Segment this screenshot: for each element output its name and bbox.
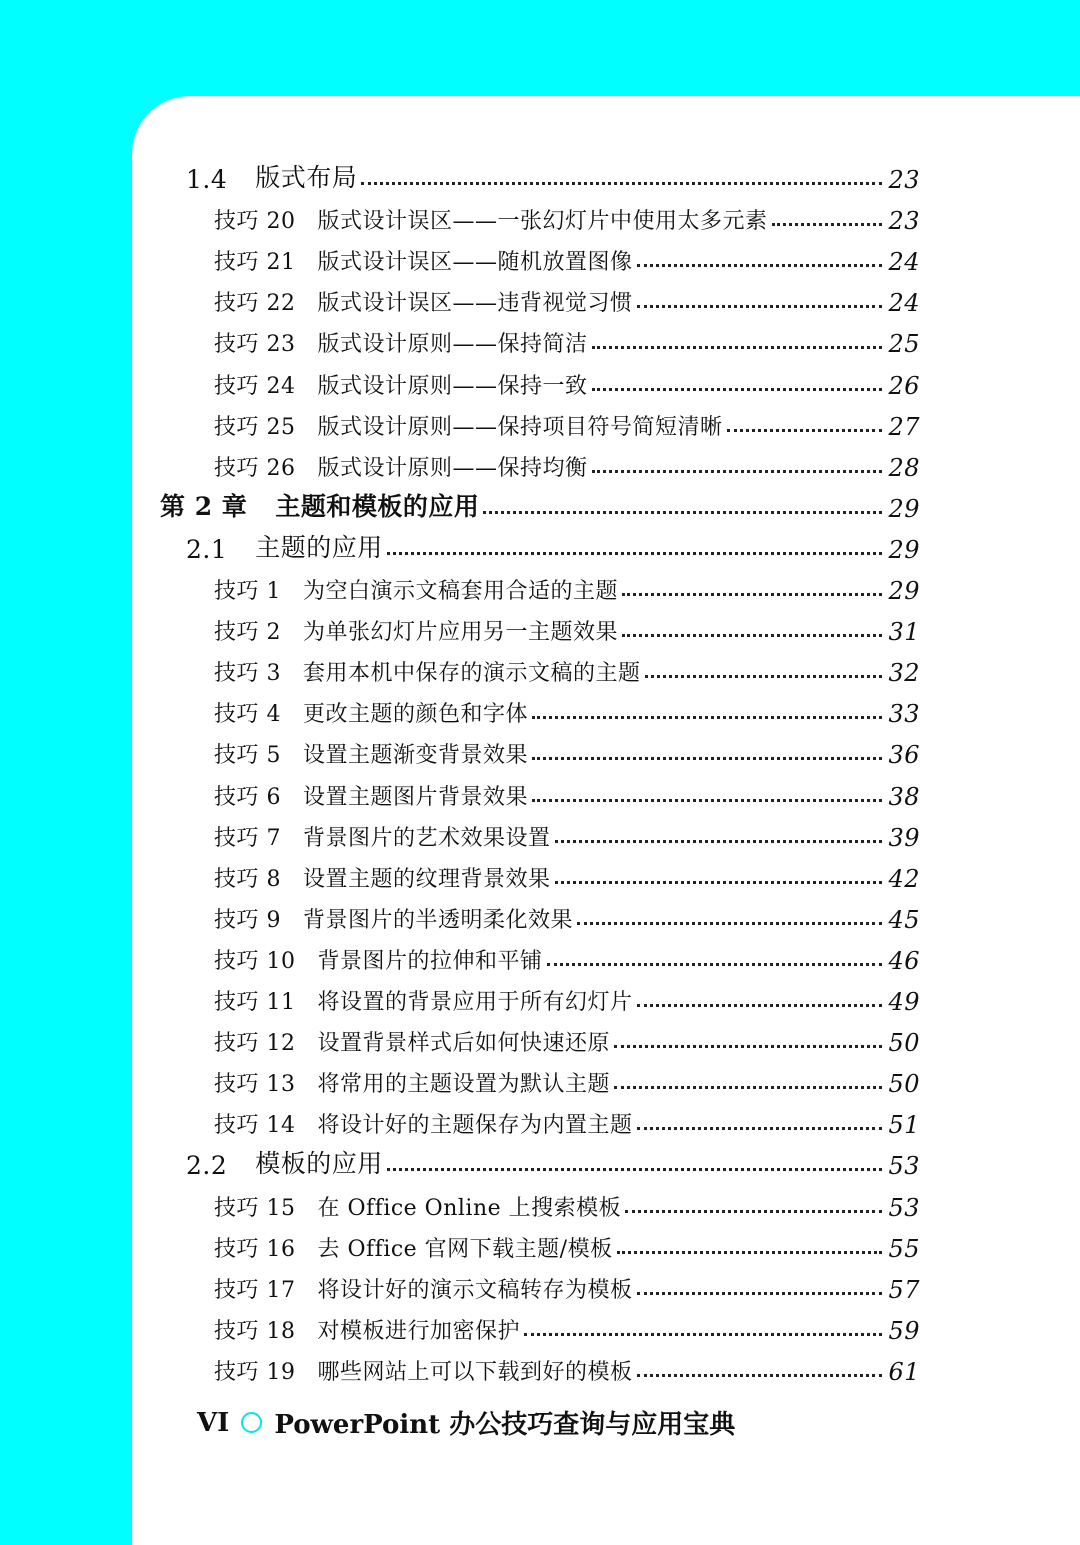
toc-title: 主题的应用 — [255, 532, 383, 562]
toc-label: 2.2 — [186, 1151, 228, 1181]
dot-leader — [387, 552, 883, 555]
content-page — [132, 96, 1080, 1545]
toc-page-number: 25 — [888, 330, 920, 359]
toc-title: 版式设计误区——随机放置图像 — [317, 250, 633, 276]
dot-leader — [614, 1045, 882, 1048]
dot-leader — [637, 1292, 883, 1295]
toc-entry[interactable] — [214, 814, 920, 852]
toc-label: 技巧 5 — [214, 743, 281, 769]
toc-entry[interactable] — [214, 937, 920, 975]
toc-title: 将设计好的演示文稿转存为模板 — [317, 1277, 633, 1303]
dot-leader — [532, 757, 882, 760]
toc-section[interactable] — [186, 1142, 920, 1180]
toc-page-number: 57 — [888, 1275, 920, 1304]
toc-label: 技巧 19 — [214, 1359, 296, 1385]
toc-title: 设置主题的纹理背景效果 — [303, 866, 551, 892]
toc-page-number: 29 — [888, 577, 920, 605]
dot-leader — [637, 264, 883, 267]
circle-icon — [241, 1412, 262, 1433]
dot-leader — [637, 1127, 883, 1130]
dot-leader — [622, 634, 882, 637]
dot-leader — [727, 429, 883, 432]
dot-leader — [592, 346, 883, 349]
toc-entry[interactable] — [214, 649, 920, 687]
toc-label: 技巧 25 — [214, 414, 296, 440]
toc-page-number: 42 — [888, 864, 920, 893]
toc-page-number: 49 — [888, 988, 920, 1016]
toc-section[interactable] — [186, 156, 920, 194]
toc-page-number: 51 — [888, 1111, 920, 1140]
toc-title: 将设置的背景应用于所有幻灯片 — [317, 990, 633, 1015]
dot-leader — [483, 511, 882, 514]
dot-leader — [617, 1251, 883, 1254]
toc-chapter[interactable] — [160, 485, 920, 523]
toc-label: 技巧 20 — [214, 209, 296, 235]
toc-title: 设置主题图片背景效果 — [303, 784, 529, 810]
toc-label: 技巧 1 — [214, 579, 281, 604]
toc-title: 版式布局 — [255, 163, 358, 192]
toc-title: 版式设计误区——一张幻灯片中使用太多元素 — [317, 209, 768, 235]
toc-page-number: 33 — [888, 700, 920, 729]
toc-page-number: 29 — [888, 535, 920, 564]
toc-entry[interactable] — [214, 855, 920, 893]
toc-title: 背景图片的拉伸和平铺 — [317, 948, 543, 974]
toc-title: 模板的应用 — [255, 1149, 383, 1179]
toc-label: 技巧 8 — [214, 866, 281, 892]
toc-page-number: 24 — [888, 248, 920, 277]
toc-entry[interactable] — [214, 1019, 920, 1057]
dot-leader — [387, 1168, 883, 1171]
toc-page-number: 55 — [888, 1234, 920, 1263]
toc-title: 在 Office Online 上搜索模板 — [317, 1195, 622, 1221]
toc-title: 为单张幻灯片应用另一主题效果 — [303, 620, 619, 646]
toc-page-number: 53 — [888, 1193, 920, 1222]
toc-page-number: 27 — [888, 412, 920, 441]
toc-page-number: 26 — [888, 371, 920, 400]
toc-title: 版式设计误区——违背视觉习惯 — [317, 291, 633, 317]
toc-title: 将常用的主题设置为默认主题 — [317, 1072, 611, 1098]
toc-entry[interactable] — [214, 567, 920, 605]
dot-leader — [645, 675, 883, 678]
toc-label: 技巧 26 — [214, 455, 296, 481]
toc-title: 版式设计原则——保持简洁 — [317, 332, 588, 358]
dot-leader — [592, 388, 883, 391]
toc-page-number: 50 — [888, 1070, 920, 1099]
toc-label: 技巧 15 — [214, 1195, 296, 1221]
toc-label: 技巧 16 — [214, 1236, 296, 1262]
toc-page-number: 45 — [888, 905, 920, 934]
dot-leader — [637, 1004, 883, 1007]
toc-entry[interactable] — [214, 197, 920, 235]
toc-title: 为空白演示文稿套用合适的主题 — [303, 579, 619, 604]
toc-entry[interactable] — [214, 444, 920, 482]
toc-label: 技巧 23 — [214, 332, 296, 358]
toc-title: 版式设计原则——保持一致 — [317, 373, 588, 399]
toc-label: 技巧 7 — [214, 825, 281, 851]
toc-title: 将设计好的主题保存为内置主题 — [317, 1113, 633, 1139]
toc-entry[interactable] — [214, 608, 920, 646]
dot-leader — [614, 1086, 882, 1089]
toc-page-number: 29 — [888, 494, 920, 523]
toc-title: 哪些网站上可以下载到好的模板 — [317, 1359, 633, 1385]
dot-leader — [637, 305, 883, 308]
toc-page-number: 50 — [888, 1029, 920, 1058]
toc-page-number: 36 — [888, 741, 920, 770]
dot-leader — [625, 1210, 882, 1213]
toc-title: 背景图片的艺术效果设置 — [303, 825, 551, 851]
toc-page-number: 23 — [888, 207, 920, 236]
toc-section[interactable] — [186, 526, 920, 564]
toc-page-number: 23 — [888, 166, 920, 194]
dot-leader — [547, 963, 883, 966]
toc-label: 第 2 章 — [160, 491, 248, 521]
page-footer — [197, 1404, 735, 1441]
toc-label: 2.1 — [186, 534, 228, 564]
dot-leader — [592, 470, 883, 473]
toc-entry[interactable] — [214, 362, 920, 400]
toc-entry[interactable] — [214, 773, 920, 811]
toc-entry[interactable] — [214, 1348, 920, 1386]
book-title: PowerPoint 办公技巧查询与应用宝典 — [274, 1410, 736, 1440]
toc-title: 版式设计原则——保持均衡 — [317, 455, 588, 481]
toc-title: 套用本机中保存的演示文稿的主题 — [303, 661, 641, 687]
toc-label: 技巧 17 — [214, 1277, 296, 1303]
toc-page-number: 38 — [888, 782, 920, 811]
toc-label: 技巧 9 — [214, 907, 281, 933]
toc-page-number: 53 — [888, 1152, 920, 1181]
toc-entry[interactable] — [214, 1307, 920, 1345]
toc-entry[interactable] — [214, 896, 920, 934]
dot-leader — [361, 182, 882, 185]
toc-entry[interactable] — [214, 238, 920, 276]
toc-page-number: 39 — [888, 823, 920, 852]
dot-leader — [532, 716, 882, 719]
toc-entry[interactable] — [214, 978, 920, 1016]
toc-entry[interactable] — [214, 1266, 920, 1304]
toc-label: 技巧 6 — [214, 784, 281, 810]
toc-label: 技巧 10 — [214, 948, 296, 974]
dot-leader — [555, 840, 883, 843]
toc-entry[interactable] — [214, 1225, 920, 1263]
toc-entry[interactable] — [214, 1060, 920, 1098]
toc-label: 技巧 3 — [214, 661, 281, 687]
dot-leader — [532, 799, 882, 802]
toc-page-number: 31 — [888, 618, 920, 647]
toc-label: 技巧 11 — [214, 990, 296, 1015]
toc-title: 主题和模板的应用 — [275, 491, 480, 521]
toc-page-number: 61 — [888, 1357, 920, 1386]
dot-leader — [637, 1374, 883, 1377]
toc-title: 设置背景样式后如何快速还原 — [317, 1031, 611, 1057]
dot-leader — [524, 1333, 882, 1336]
toc-title: 更改主题的颜色和字体 — [303, 702, 529, 728]
toc-entry[interactable] — [214, 1101, 920, 1139]
toc-label: 1.4 — [186, 165, 228, 194]
toc-title: 设置主题渐变背景效果 — [303, 743, 529, 769]
toc-label: 技巧 22 — [214, 291, 296, 317]
toc-page-number: 59 — [888, 1316, 920, 1345]
toc-entry[interactable] — [214, 1184, 920, 1222]
dot-leader — [622, 593, 882, 596]
toc-entry[interactable] — [214, 279, 920, 317]
toc-title: 去 Office 官网下载主题/模板 — [317, 1236, 613, 1262]
toc-page-number: 28 — [888, 453, 920, 482]
toc-label: 技巧 13 — [214, 1072, 296, 1098]
toc-entry[interactable] — [214, 403, 920, 441]
toc-page-number: 24 — [888, 289, 920, 318]
page-number: VI — [197, 1407, 230, 1438]
toc-title: 对模板进行加密保护 — [317, 1318, 521, 1344]
dot-leader — [555, 881, 883, 884]
toc-label: 技巧 18 — [214, 1318, 296, 1344]
toc-label: 技巧 21 — [214, 250, 296, 276]
toc-label: 技巧 14 — [214, 1113, 296, 1139]
toc-label: 技巧 4 — [214, 702, 281, 728]
dot-leader — [577, 922, 882, 925]
toc-label: 技巧 2 — [214, 620, 281, 646]
toc-entry[interactable] — [214, 690, 920, 728]
toc-page-number: 46 — [888, 946, 920, 975]
toc-title: 背景图片的半透明柔化效果 — [303, 907, 574, 933]
toc-label: 技巧 12 — [214, 1031, 296, 1057]
toc-entry[interactable] — [214, 320, 920, 358]
toc-title: 版式设计原则——保持项目符号简短清晰 — [317, 414, 723, 440]
toc-page-number: 32 — [888, 659, 920, 688]
toc-entry[interactable] — [214, 731, 920, 769]
toc-label: 技巧 24 — [214, 373, 296, 399]
dot-leader — [772, 223, 883, 226]
